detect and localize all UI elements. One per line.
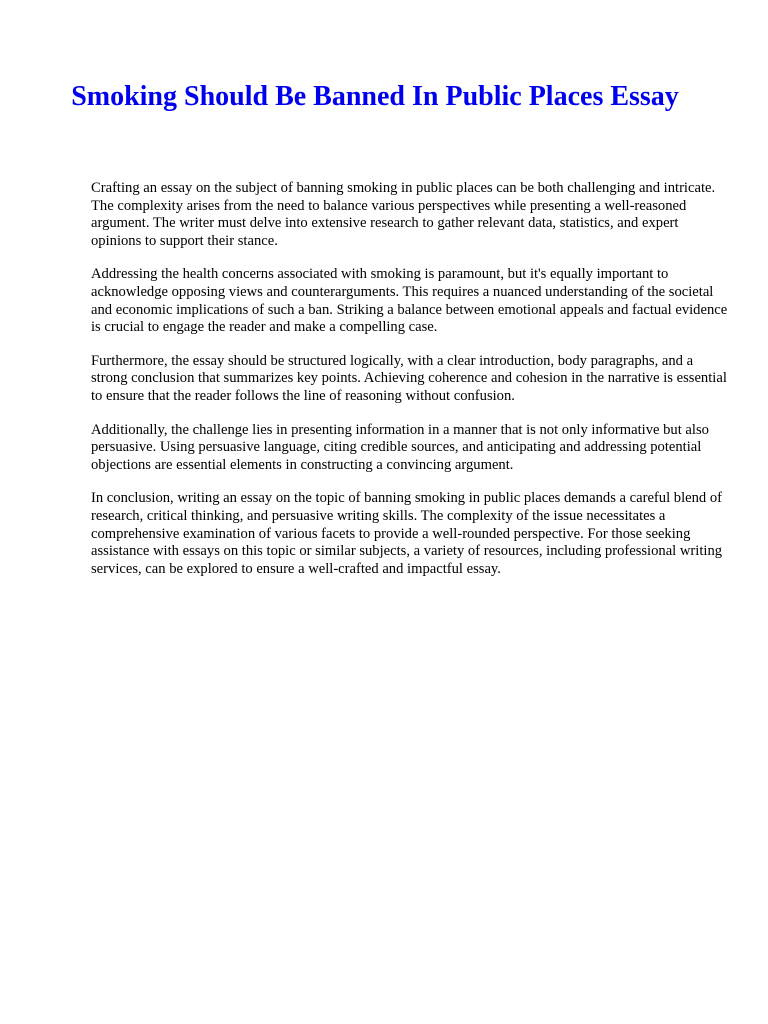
paragraph-1: Crafting an essay on the subject of banning smoking in public places can be both challenging and intricate. The complexity arises from the need to balance various perspectives while presenting a well-reasoned argument. The writer must delve into extensive research to gather relevant data, statistics, and expert opinions to support their stance. [91, 180, 716, 249]
document-body [91, 180, 731, 594]
document-title: Smoking Should Be Banned In Public Places Essay [71, 81, 679, 112]
paragraph-5: In conclusion, writing an essay on the topic of banning smoking in public places demands a careful blend of research, critical thinking, and persuasive writing skills. The complexity of the issue necessitates a comprehensive examination of various facets to provide a well-rounded perspective. For those seeking assistance with essays on this topic or similar subjects, a variety of resources, including professional writing services, can be explored to ensure a well-crafted and impactful essay. [91, 490, 723, 577]
paragraph-2: Addressing the health concerns associated with smoking is paramount, but it's equally important to acknowledge opposing views and counterarguments. This requires a nuanced understanding of the societal and economic implications of such a ban. Striking a balance between emotional appeals and factual evidence is crucial to engage the reader and make a compelling case. [91, 266, 728, 336]
paragraph-4: Additionally, the challenge lies in presenting information in a manner that is not only informative but also persuasive. Using persuasive language, citing credible sources, and anticipating and addressing potential objections are essential elements in constructing a convincing argument. [91, 421, 709, 473]
paragraph-3: Furthermore, the essay should be structured logically, with a clear introduction, body paragraphs, and a strong conclusion that summarizes key points. Achieving coherence and cohesion in the narrative is essential to ensure that the reader follows the line of reasoning without confusion. [91, 352, 727, 404]
